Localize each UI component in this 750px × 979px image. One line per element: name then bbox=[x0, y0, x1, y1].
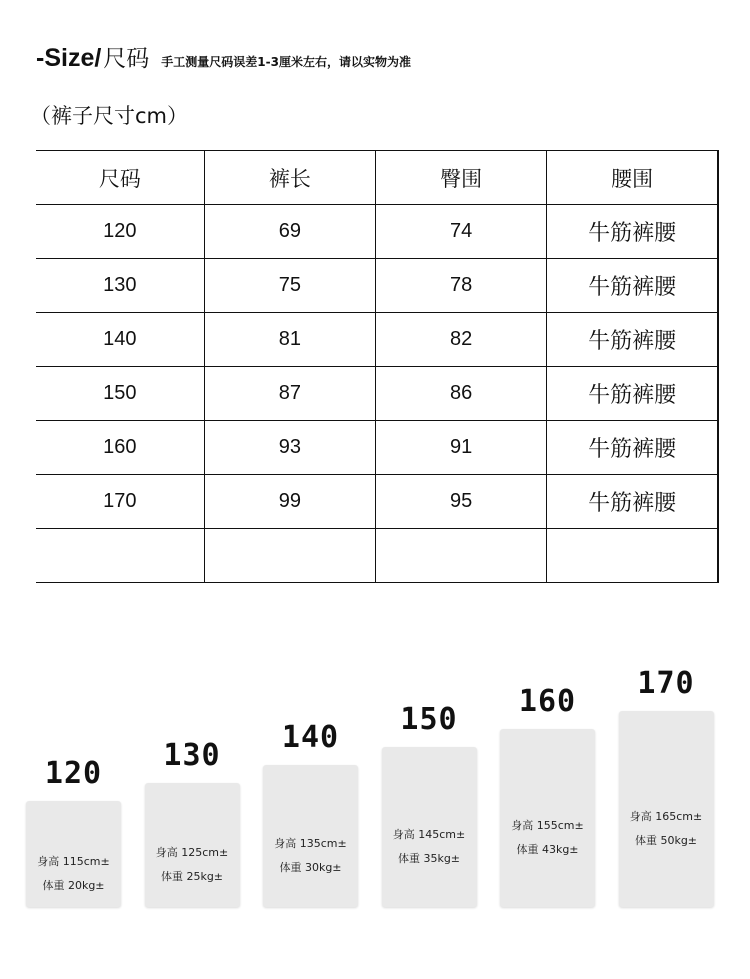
cell-waist: 牛筋裤腰 bbox=[547, 367, 718, 421]
table-row bbox=[36, 529, 718, 583]
size-bar-140 bbox=[263, 720, 358, 907]
bar-height-text: 身高 155cm± bbox=[511, 819, 584, 832]
cell-size: 140 bbox=[36, 313, 204, 367]
cell-size: 120 bbox=[36, 205, 204, 259]
table-row bbox=[36, 205, 718, 259]
cell-hip: 91 bbox=[375, 421, 546, 475]
table-row bbox=[36, 313, 718, 367]
bar-weight-text: 体重 25kg± bbox=[160, 870, 224, 883]
bar-height-text: 身高 135cm± bbox=[274, 837, 347, 850]
size-table bbox=[36, 150, 719, 583]
bar-box bbox=[619, 711, 714, 907]
cell-length: 99 bbox=[204, 475, 375, 529]
header-hip: 臀围 bbox=[375, 151, 546, 205]
cell-length: 93 bbox=[204, 421, 375, 475]
measurement-note: 手工测量尺码误差1-3厘米左右，请以实物为准 bbox=[161, 55, 411, 69]
bar-weight-text: 体重 43kg± bbox=[516, 843, 579, 856]
table-header-row bbox=[36, 151, 718, 205]
cell-hip bbox=[375, 529, 546, 583]
cell-waist: 牛筋裤腰 bbox=[547, 313, 718, 367]
bar-size-label: 130 bbox=[163, 738, 221, 773]
table-row bbox=[36, 475, 718, 529]
cell-size bbox=[36, 529, 204, 583]
table-row bbox=[36, 421, 718, 475]
cell-hip: 86 bbox=[375, 367, 546, 421]
cell-hip: 74 bbox=[375, 205, 546, 259]
cell-waist: 牛筋裤腰 bbox=[547, 259, 718, 313]
cell-size: 160 bbox=[36, 421, 204, 475]
cell-waist: 牛筋裤腰 bbox=[547, 205, 718, 259]
header-length: 裤长 bbox=[204, 151, 375, 205]
bar-weight-text: 体重 30kg± bbox=[279, 861, 342, 874]
cell-length: 69 bbox=[204, 205, 375, 259]
size-title: -Size/ bbox=[36, 44, 102, 72]
size-bar-170 bbox=[619, 666, 714, 907]
size-bar-150 bbox=[382, 702, 477, 907]
cell-length bbox=[204, 529, 375, 583]
bar-weight-text: 体重 20kg± bbox=[42, 879, 105, 892]
bar-size-label: 170 bbox=[637, 666, 695, 701]
cell-size: 150 bbox=[36, 367, 204, 421]
table-row bbox=[36, 259, 718, 313]
bar-height-text: 身高 145cm± bbox=[392, 828, 466, 841]
cell-length: 87 bbox=[204, 367, 375, 421]
table-row bbox=[36, 367, 718, 421]
cell-waist: 牛筋裤腰 bbox=[547, 421, 718, 475]
bar-size-label: 120 bbox=[44, 756, 103, 791]
bar-box bbox=[500, 729, 595, 907]
cell-size: 130 bbox=[36, 259, 204, 313]
bar-size-label: 160 bbox=[518, 684, 577, 719]
header-size: 尺码 bbox=[36, 151, 204, 205]
cell-size: 170 bbox=[36, 475, 204, 529]
bar-box bbox=[263, 765, 358, 907]
size-bar-120 bbox=[26, 756, 121, 907]
cell-hip: 95 bbox=[375, 475, 546, 529]
bar-size-label: 140 bbox=[281, 720, 340, 755]
bar-box bbox=[145, 783, 240, 907]
bar-weight-text: 体重 35kg± bbox=[397, 852, 461, 865]
size-bar-130 bbox=[145, 738, 240, 907]
bar-size-label: 150 bbox=[400, 702, 458, 737]
cell-waist bbox=[547, 529, 718, 583]
size-title-cn: 尺码 bbox=[103, 46, 150, 72]
cell-hip: 78 bbox=[375, 259, 546, 313]
cell-waist: 牛筋裤腰 bbox=[547, 475, 718, 529]
bar-height-text: 身高 115cm± bbox=[37, 855, 110, 868]
bar-box bbox=[382, 747, 477, 907]
cell-length: 81 bbox=[204, 313, 375, 367]
header-waist: 腰围 bbox=[547, 151, 718, 205]
bar-height-text: 身高 125cm± bbox=[155, 846, 229, 859]
bar-box bbox=[26, 801, 121, 907]
cell-hip: 82 bbox=[375, 313, 546, 367]
cell-length: 75 bbox=[204, 259, 375, 313]
bar-height-text: 身高 165cm± bbox=[629, 810, 703, 823]
table-subtitle: （裤子尺寸cm） bbox=[30, 104, 189, 128]
size-header bbox=[36, 40, 411, 76]
bar-weight-text: 体重 50kg± bbox=[634, 834, 698, 847]
size-bar-160 bbox=[500, 684, 595, 907]
